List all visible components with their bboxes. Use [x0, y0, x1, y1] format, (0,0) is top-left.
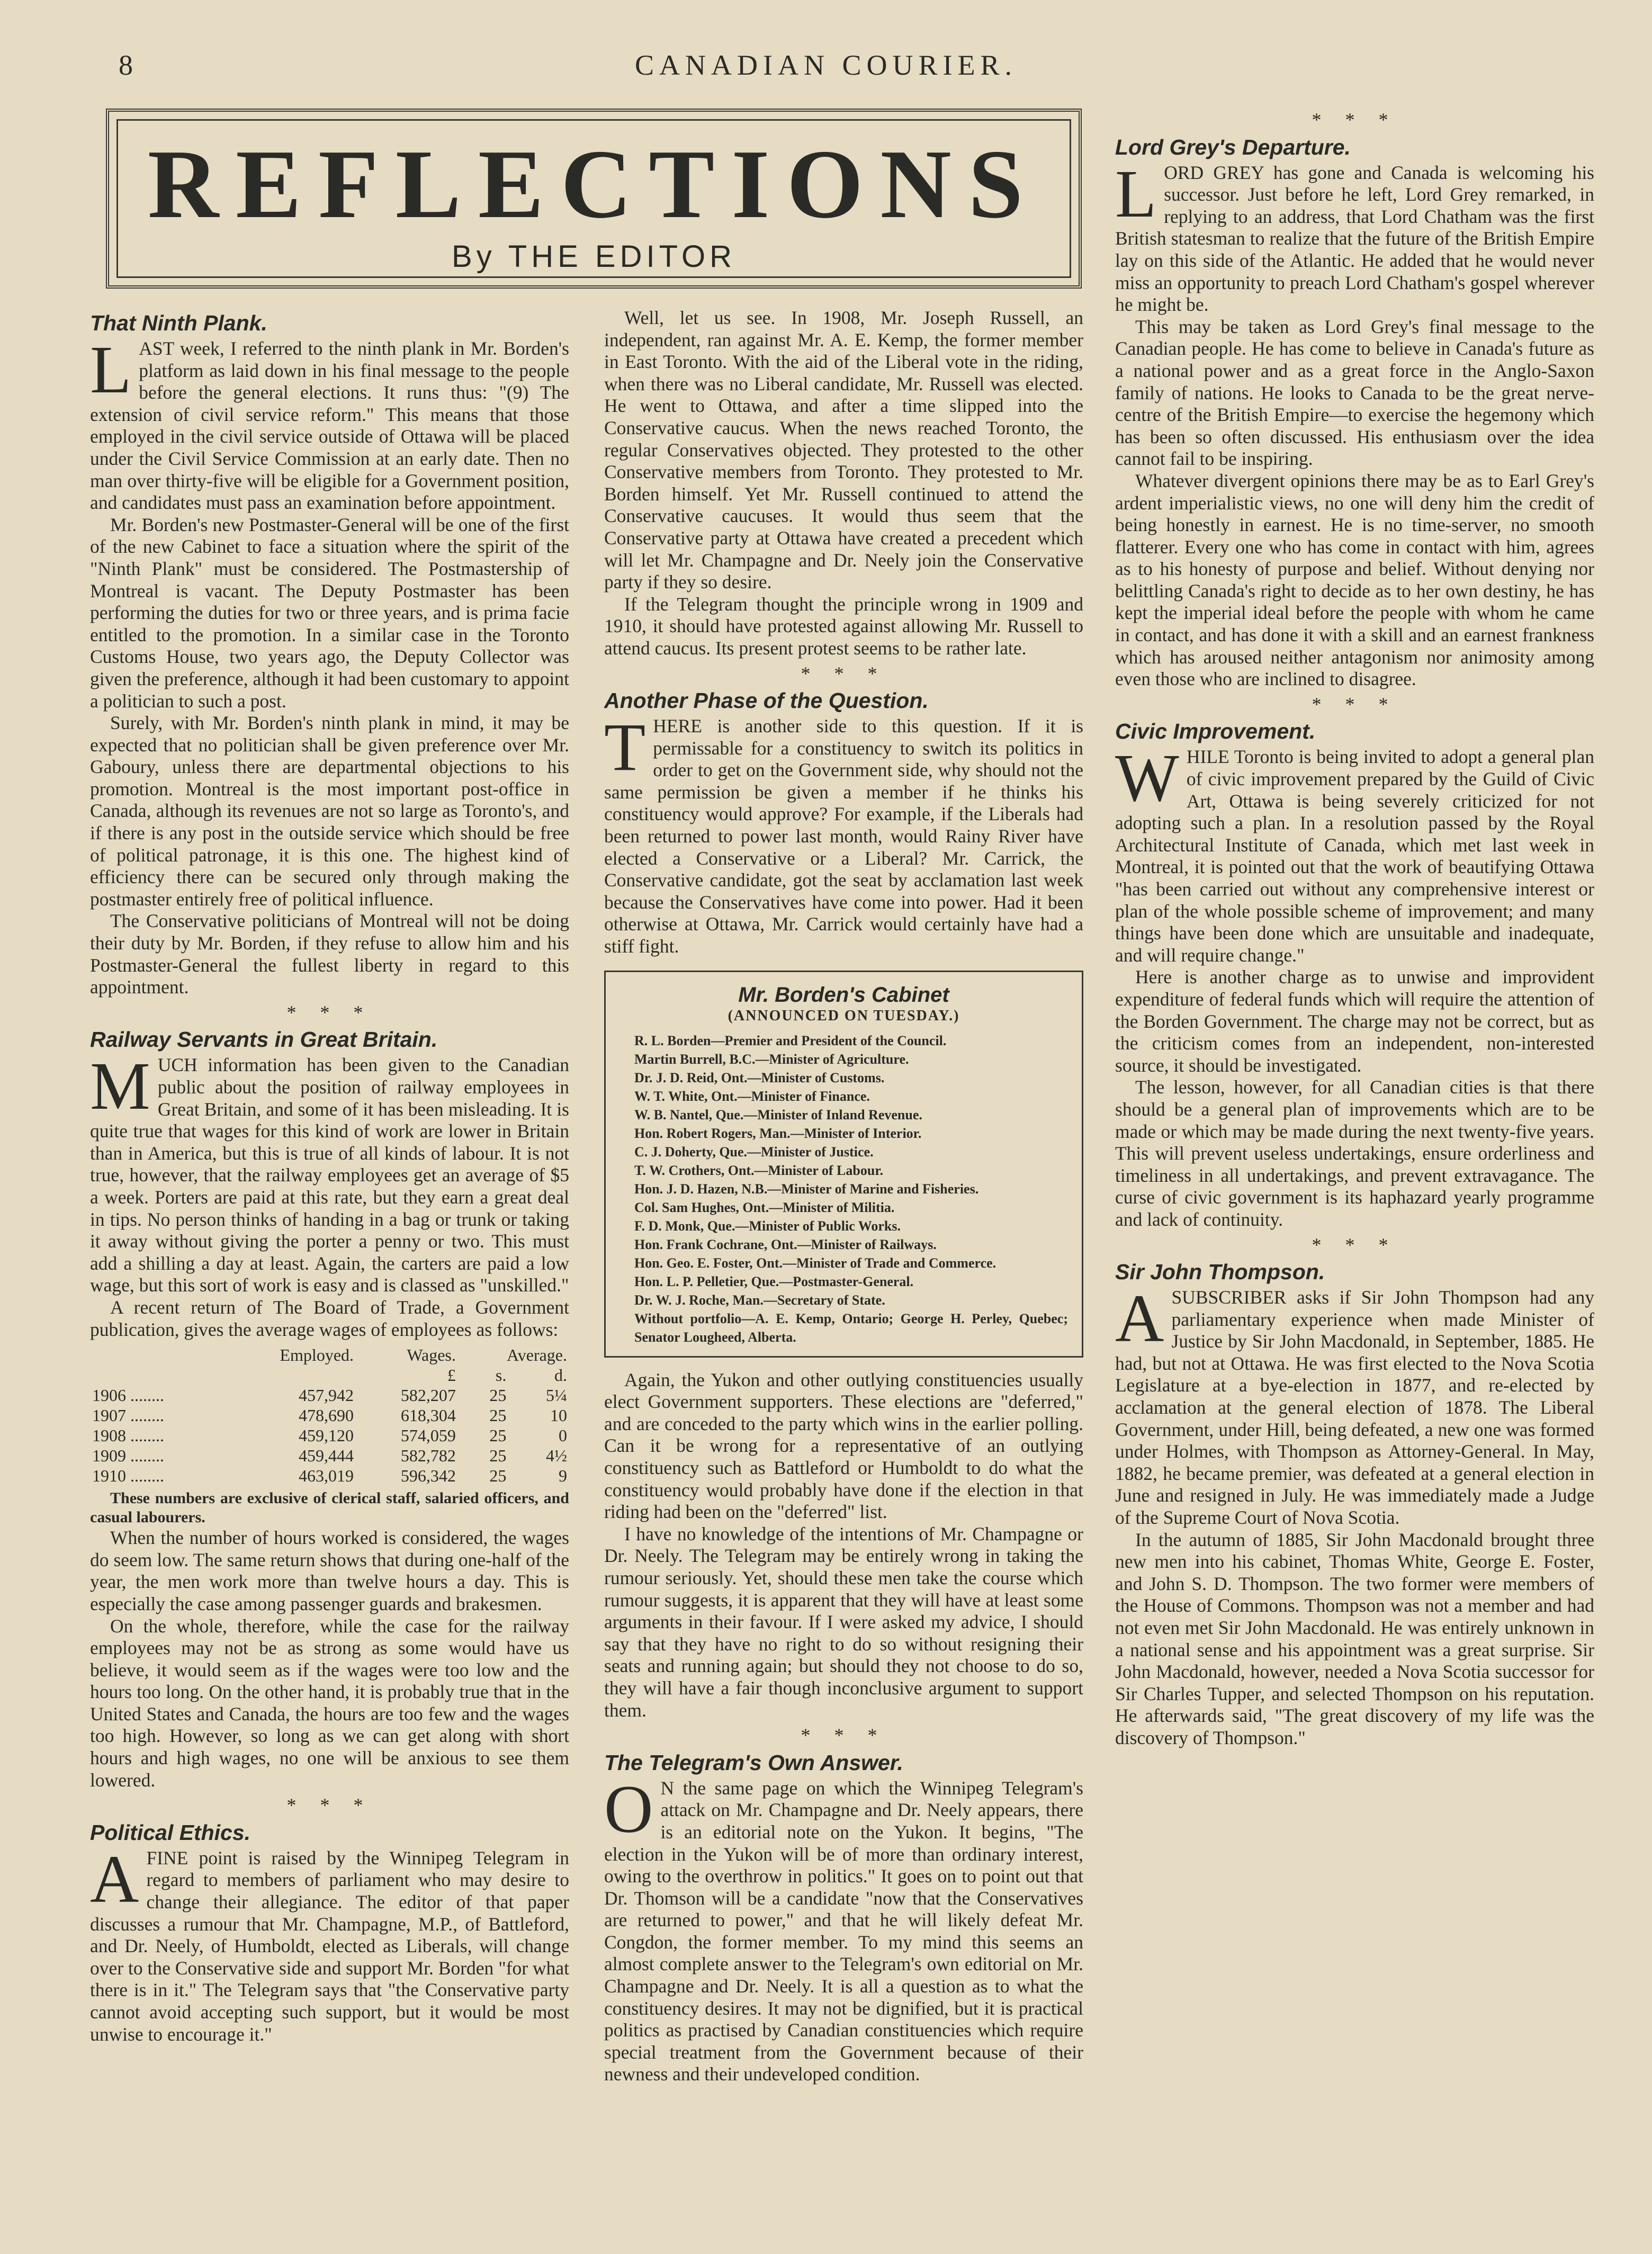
cabinet-member: C. J. Doherty, Que.—Minister of Justice.: [634, 1144, 874, 1160]
section-separator: * * *: [801, 662, 887, 684]
cabinet-subtitle: (ANNOUNCED ON TUESDAY.): [728, 1007, 960, 1024]
paragraph: [1115, 740, 1594, 966]
table-unit: £: [447, 1366, 456, 1385]
running-head: CANADIAN COURIER.: [635, 49, 1017, 81]
paragraph: In the autumn of 1885, Sir John Macdonald brought three new men into his cabinet, Thomas White, George E. Foster, and John S. D. Thompson. The two former were members of the House of Commons. Thompson was not a member and had not even met Sir John Macdonald. He was entirely unknown in a national sense and his appointment was a great surprise. Sir John Macdonald, however, needed a Nova Scotia successor for Sir Charles Tupper, and selected Thompson on his reputation. He afterwards said, "The great discovery of my life was the discovery of Thompson.": [1115, 1529, 1594, 1748]
table-row: [90, 1445, 569, 1466]
cabinet-member: Col. Sam Hughes, Ont.—Minister of Militia.: [634, 1199, 895, 1215]
paragraph: This may be taken as Lord Grey's final message to the Canadian people. He has come to believe in Canada's future as a national power and as a great force in the Anglo-Saxon family of nations. He looks to Canada to be the great nerve-centre of the British Empire—to exercise the hegemony which has been so often discussed. His enthusiasm over the idea cannot fail to be inspiring.: [1115, 316, 1594, 470]
table-row: [90, 1466, 569, 1486]
table-cell: 457,942: [299, 1386, 354, 1405]
section-heading: Another Phase of the Question.: [604, 688, 929, 713]
table-cell: 1908 ........: [92, 1426, 164, 1445]
cabinet-member: R. L. Borden—Premier and President of the Council.: [634, 1032, 947, 1048]
table-cell: 478,690: [299, 1406, 354, 1425]
paragraph-text: HILE Toronto is being invited to adopt a general plan of civic improvement prepared by the Guild of Civic Art, Ottawa is being severely criticized for not adopting such a plan. In a resolution passed by the Royal Architectural Institute of Canada, which met last week in Montreal, it is pointed out that the work of beautifying Ottawa "has been carried out without any comprehensive interest or plan of the whole possible scheme of improvement; and many things have been done which are unsuitable and inadequate, and will require change.": [1115, 746, 1594, 966]
drop-cap: L: [90, 332, 132, 407]
table-cell: 459,444: [299, 1446, 354, 1466]
page-number: 8: [119, 49, 133, 81]
paragraph: Here is another charge as to unwise and improvident expenditure of federal funds which will require the attention of the Borden Government. The charge may not be correct, but as the criticism comes from an independent, non-interested source, it should be investigated.: [1115, 966, 1594, 1076]
paragraph: When the number of hours worked is considered, the wages do seem low. The same return shows that during one-half of the year, the men work more than twelve hours a day. This is especially the case among passenger guards and brakesmen.: [90, 1527, 569, 1614]
section-separator: * * *: [1312, 109, 1398, 130]
cabinet-member: T. W. Crothers, Ont.—Minister of Labour.: [634, 1162, 883, 1178]
paragraph: The Conservative politicians of Montreal will not be doing their duty by Mr. Borden, if they refuse to allow him and his Postmaster-General the fullest liberty in regard to this appointment.: [90, 910, 569, 998]
paragraph: If the Telegram thought the principle wrong in 1909 and 1910, it should have protested against allowing Mr. Russell to attend caucus. Its present protest seems to be rather late.: [604, 593, 1083, 659]
table-cell: 25: [489, 1386, 507, 1405]
cabinet-member: Hon. L. P. Pelletier, Que.—Postmaster-General.: [634, 1273, 914, 1289]
table-unit: s.: [495, 1366, 507, 1385]
column-3: [1115, 106, 1594, 1749]
masthead-byline: By THE EDITOR: [452, 239, 736, 274]
paragraph-text: N the same page on which the Winnipeg Telegram's attack on Mr. Champagne and Dr. Neely appears, there is an editorial note on the Yukon. It begins, "The election in the Yukon will be of more than ordinary interest, owing to the overthrow in politics." It goes on to point out that Dr. Thomson will be a candidate "now that the Conservatives are returned to power," and that he will likely defeat Mr. Congdon, the former member. To my mind this seems an almost complete answer to the Telegram's own editorial on Mr. Champagne and Dr. Neely. It is all a question as to what the constituency desires. It may not be dignified, but it is practical politics as practised by Canadian constituencies which require special treatment from the Government because of their newness and their undeveloped condition.: [604, 1777, 1083, 2085]
paragraph: Again, the Yukon and other outlying constituencies usually elect Government supporters. These elections are "deferred," and are conceded to the party which wins in the earlier polling. Can it be wrong for a representative of an outlying constituency such as Battleford or Humboldt to do what the constituency would probably have done if the election in that riding had been on the "deferred" list.: [604, 1369, 1083, 1523]
paragraph: The lesson, however, for all Canadian cities is that there should be a general plan of improvements which are to be made or which may be made during the next twenty-five years. This will prevent useless undertakings, ensure orderliness and timeliness in all undertakings, and prevent extravagance. The curse of civic government is its haphazard yearly programme and lack of continuity.: [1115, 1076, 1594, 1230]
table-cell: 0: [559, 1426, 567, 1445]
paragraph: Surely, with Mr. Borden's ninth plank in mind, it may be expected that no politician shall be given preference over Mr. Gaboury, unless there are departmental objections to his promotion. Montreal is the most important post-office in Canada, although its revenues are not so large as Toronto's, and if there is any post in the outside service which should be free of political patronage, it is this one. The highest kind of efficiency there can be secured only through making the postmaster entirely free of political influence.: [90, 712, 569, 910]
table-row: [90, 1405, 569, 1425]
table-cell: 582,207: [400, 1386, 456, 1405]
paragraph: [604, 710, 1083, 958]
paragraph: I have no knowledge of the intentions of Mr. Champagne or Dr. Neely. The Telegram may be entirely wrong in taking the rumour seriously. Yet, should these men take the course which rumour suggests, it is apparent that they will have at least some arguments in their favour. If I were asked my advice, I should say that they have no right to do so without resigning their seats and running again; but should they not choose to do so, they will have a fair though inconclusive argument to support them.: [604, 1523, 1083, 1721]
table-cell: 25: [489, 1466, 507, 1486]
paragraph-text: FINE point is raised by the Winnipeg Telegram in regard to members of parliament who may desire to change their allegiance. The editor of that paper discusses a rumour that Mr. Champagne, M.P., of Battleford, and Dr. Neely, of Humboldt, elected as Liberals, will change over to the Conservative side and support Mr. Borden "for what there is in it." The Telegram says that "the Conservative party cannot avoid accepting such support, but it would be most unwise to encourage it.": [90, 1847, 569, 2045]
drop-cap: W: [1115, 740, 1179, 816]
cabinet-box: [604, 971, 1083, 1358]
paragraph: Mr. Borden's new Postmaster-General will be one of the first of the new Cabinet to face a situation where the spirit of the "Ninth Plank" must be considered. The Postmastership of Montreal is vacant. The Deputy Postmaster has been performing the duties for two or three years, and is prima facie entitled to the promotion. In a similar case in the Toronto Customs House, two years ago, the Deputy Collector was given the preference, although it had been customary to appoint a politician to such a post.: [90, 514, 569, 712]
section-separator: * * *: [1312, 693, 1398, 715]
table-cell: 459,120: [299, 1426, 354, 1445]
table-cell: 10: [550, 1406, 567, 1425]
paragraph-text: HERE is another side to this question. If it is permissable for a constituency to switch its politics in order to get on the Government side, why should not the same permission be given a member if he thinks his constituency would approve? For example, if the Liberals had been returned to power last month, would Rainy River have elected a Conservative or a Liberal? Mr. Carrick, the Conservative candidate, got the seat by acclamation last week because the Conservatives have come into power. Had it been otherwise at Ottawa, Mr. Carrick would certainly have had a stiff fight.: [604, 715, 1083, 957]
section-heading: That Ninth Plank.: [90, 311, 267, 335]
masthead-title: REFLECTIONS: [147, 130, 1040, 239]
cabinet-member: Hon. Frank Cochrane, Ont.—Minister of Railways.: [634, 1236, 937, 1252]
table-unit: d.: [554, 1366, 567, 1385]
paragraph: [604, 1771, 1083, 2086]
paragraph-text: ORD GREY has gone and Canada is welcoming his successor. Just before he left, Lord Grey remarked, in replying to an address, that Lord Chatham was the first British statesman to realize that the future of the British Empire lay on this side of the Atlantic. He added that he would never miss an opportunity to preach Lord Chatham's gospel wherever he might be.: [1115, 161, 1594, 316]
cabinet-member: Dr. W. J. Roche, Man.—Secretary of State.: [634, 1292, 885, 1308]
paragraph: [1115, 1281, 1594, 1529]
table-cell: 25: [489, 1426, 507, 1445]
table-cell: 25: [489, 1406, 507, 1425]
drop-cap: A: [90, 1841, 139, 1917]
table-header: Average.: [507, 1345, 567, 1365]
cabinet-member: Without portfolio—A. E. Kemp, Ontario; George H. Perley, Quebec; Senator Lougheed, Alberta.: [634, 1310, 1068, 1345]
table-header-row: [90, 1345, 569, 1365]
section-separator: * * *: [1312, 1234, 1398, 1255]
table-cell: 1909 ........: [92, 1446, 164, 1466]
cabinet-member: Dr. J. D. Reid, Ont.—Minister of Customs.: [634, 1070, 885, 1085]
cabinet-title: Mr. Borden's Cabinet: [738, 983, 949, 1007]
table-header: Employed.: [280, 1345, 354, 1365]
masthead: [106, 109, 1082, 289]
paragraph: [1115, 156, 1594, 316]
paragraph: On the whole, therefore, while the case for the railway employees may not be as strong as some would have us believe, it would seem as if the wages were too low and the hours too long. On the other hand, it is probably true that in the United States and Canada, the hours are too few and the wages too high. However, so long as we can get along with short hours and high wages, no one will be anxious to see them lowered.: [90, 1615, 569, 1791]
paragraph: Well, let us see. In 1908, Mr. Joseph Russell, an independent, ran against Mr. A. E. Kemp, the former member in East Toronto. With the aid of the Liberal vote in the riding, when there was no Liberal candidate, Mr. Russell was elected. He went to Ottawa, and after a time slipped into the Conservative caucus. When the news reached Toronto, the regular Conservatives objected. They protested to the other Conservative members from Toronto. They protested to Mr. Borden himself. Yet Mr. Russell continued to attend the Conservative caucuses. It would thus seem that the Conservative party at Ottawa have created a precedent which will let Mr. Champagne and Dr. Neely join the Conservative party if they so desire.: [604, 307, 1083, 593]
drop-cap: O: [604, 1771, 653, 1847]
table-cell: 618,304: [400, 1406, 456, 1425]
table-header: Wages.: [407, 1345, 456, 1365]
table-row: [90, 1385, 569, 1405]
table-cell: 582,782: [400, 1446, 456, 1466]
table-row: [90, 1425, 569, 1445]
column-1: [90, 307, 569, 2045]
table-note: These numbers are exclusive of clerical staff, salaried officers, and casual labourers.: [90, 1489, 569, 1526]
table-cell: 574,059: [400, 1426, 456, 1445]
table-cell: 5¼: [546, 1386, 567, 1405]
cabinet-member: Hon. Geo. E. Foster, Ont.—Minister of Trade and Commerce.: [634, 1255, 996, 1271]
wages-table: [90, 1345, 569, 1486]
section-heading: Civic Improvement.: [1115, 719, 1316, 744]
table-cell: 25: [489, 1446, 507, 1466]
paragraph: [90, 1048, 569, 1297]
section-heading: Railway Servants in Great Britain.: [90, 1027, 438, 1052]
table-cell: 4½: [546, 1446, 567, 1466]
cabinet-member: W. T. White, Ont.—Minister of Finance.: [634, 1088, 870, 1104]
section-heading: Political Ethics.: [90, 1820, 251, 1845]
cabinet-member: F. D. Monk, Que.—Minister of Public Works.: [634, 1218, 901, 1234]
table-cell: 1910 ........: [92, 1466, 164, 1486]
drop-cap: L: [1115, 156, 1157, 231]
drop-cap: A: [1115, 1281, 1164, 1357]
column-2: [604, 307, 1083, 2086]
section-separator: * * *: [801, 1725, 887, 1746]
cabinet-member: Hon. J. D. Hazen, N.B.—Minister of Marine and Fisheries.: [634, 1181, 979, 1197]
section-heading: Sir John Thompson.: [1115, 1260, 1325, 1285]
paragraph-text: UCH information has been given to the Canadian public about the position of railway employees in Great Britain, and some of it has been misleading. It is quite true that wages for this kind of work are lower in Britain than in America, but this is true of all kinds of labour. It is not true, however, that the railway employees get an average of $5 a week. Porters are paid at this rate, but they earn a great deal in tips. No person thinks of handing in a bag or trunk or taking it away without giving the porter a penny or two. This must add a shilling a day at least. Again, the carters are paid a low wage, but this sort of work is easy and is classed as "unskilled.": [90, 1054, 569, 1296]
table-cell: 9: [559, 1466, 567, 1486]
section-heading: Lord Grey's Departure.: [1115, 134, 1351, 159]
paragraph: [90, 1841, 569, 2045]
section-separator: * * *: [286, 1794, 373, 1816]
paragraph: [90, 332, 569, 514]
table-cell: 596,342: [400, 1466, 456, 1486]
table-cell: 1907 ........: [92, 1406, 164, 1425]
table-units-row: [90, 1365, 569, 1385]
table-cell: 463,019: [299, 1466, 354, 1486]
paragraph-text: AST week, I referred to the ninth plank in Mr. Borden's platform as laid down in his final message to the people before the general elections. It runs thus: "(9) The extension of civil service reform." This means that those employed in the civil service outside of Ottawa will be placed under the Civil Service Commission at an early date. Then no man over thirty-five will be eligible for a Government position, and candidates must pass an examination before appointment.: [90, 338, 569, 514]
cabinet-member: Hon. Robert Rogers, Man.—Minister of Interior.: [634, 1125, 922, 1141]
cabinet-member: W. B. Nantel, Que.—Minister of Inland Revenue.: [634, 1107, 922, 1122]
cabinet-member: Martin Burrell, B.C.—Minister of Agriculture.: [634, 1051, 909, 1067]
section-separator: * * *: [286, 1001, 373, 1023]
table-cell: 1906 ........: [92, 1386, 164, 1405]
drop-cap: T: [604, 710, 646, 785]
drop-cap: M: [90, 1048, 150, 1124]
section-heading: The Telegram's Own Answer.: [604, 1750, 903, 1775]
paragraph-text: SUBSCRIBER asks if Sir John Thompson had any parliamentary experience when made Minister of Justice by Sir John Macdonald, in September, 1885. He had, but not at Ottawa. He was first elected to the Nova Scotia Legislature at a bye-election in 1877, and re-elected by acclamation at the general election of 1878. The Liberal Government, under Hill, being defeated, a new one was formed under Holmes, with Thompson as Attorney-General. In May, 1882, he became premier, was defeated at a general election in June and resigned in July. He was immediately made a Judge of the Supreme Court of Nova Scotia.: [1115, 1287, 1594, 1529]
paragraph: A recent return of The Board of Trade, a Government publication, gives the average wages of employees as follows:: [90, 1296, 569, 1340]
paragraph: Whatever divergent opinions there may be as to Earl Grey's ardent imperialistic views, no one will deny him the credit of being honestly in earnest. He is no time-server, no smooth flatterer. Every one who has come in contact with him, agrees as to his honesty of purpose and belief. Without denying nor belittling Canada's right to decide as to her own destiny, he has kept the imperial ideal before the people with whom he came in contact, and has done it with a skill and an earnest frankness which has aroused neither antagonism nor animosity among even those who are inclined to disagree.: [1115, 470, 1594, 690]
